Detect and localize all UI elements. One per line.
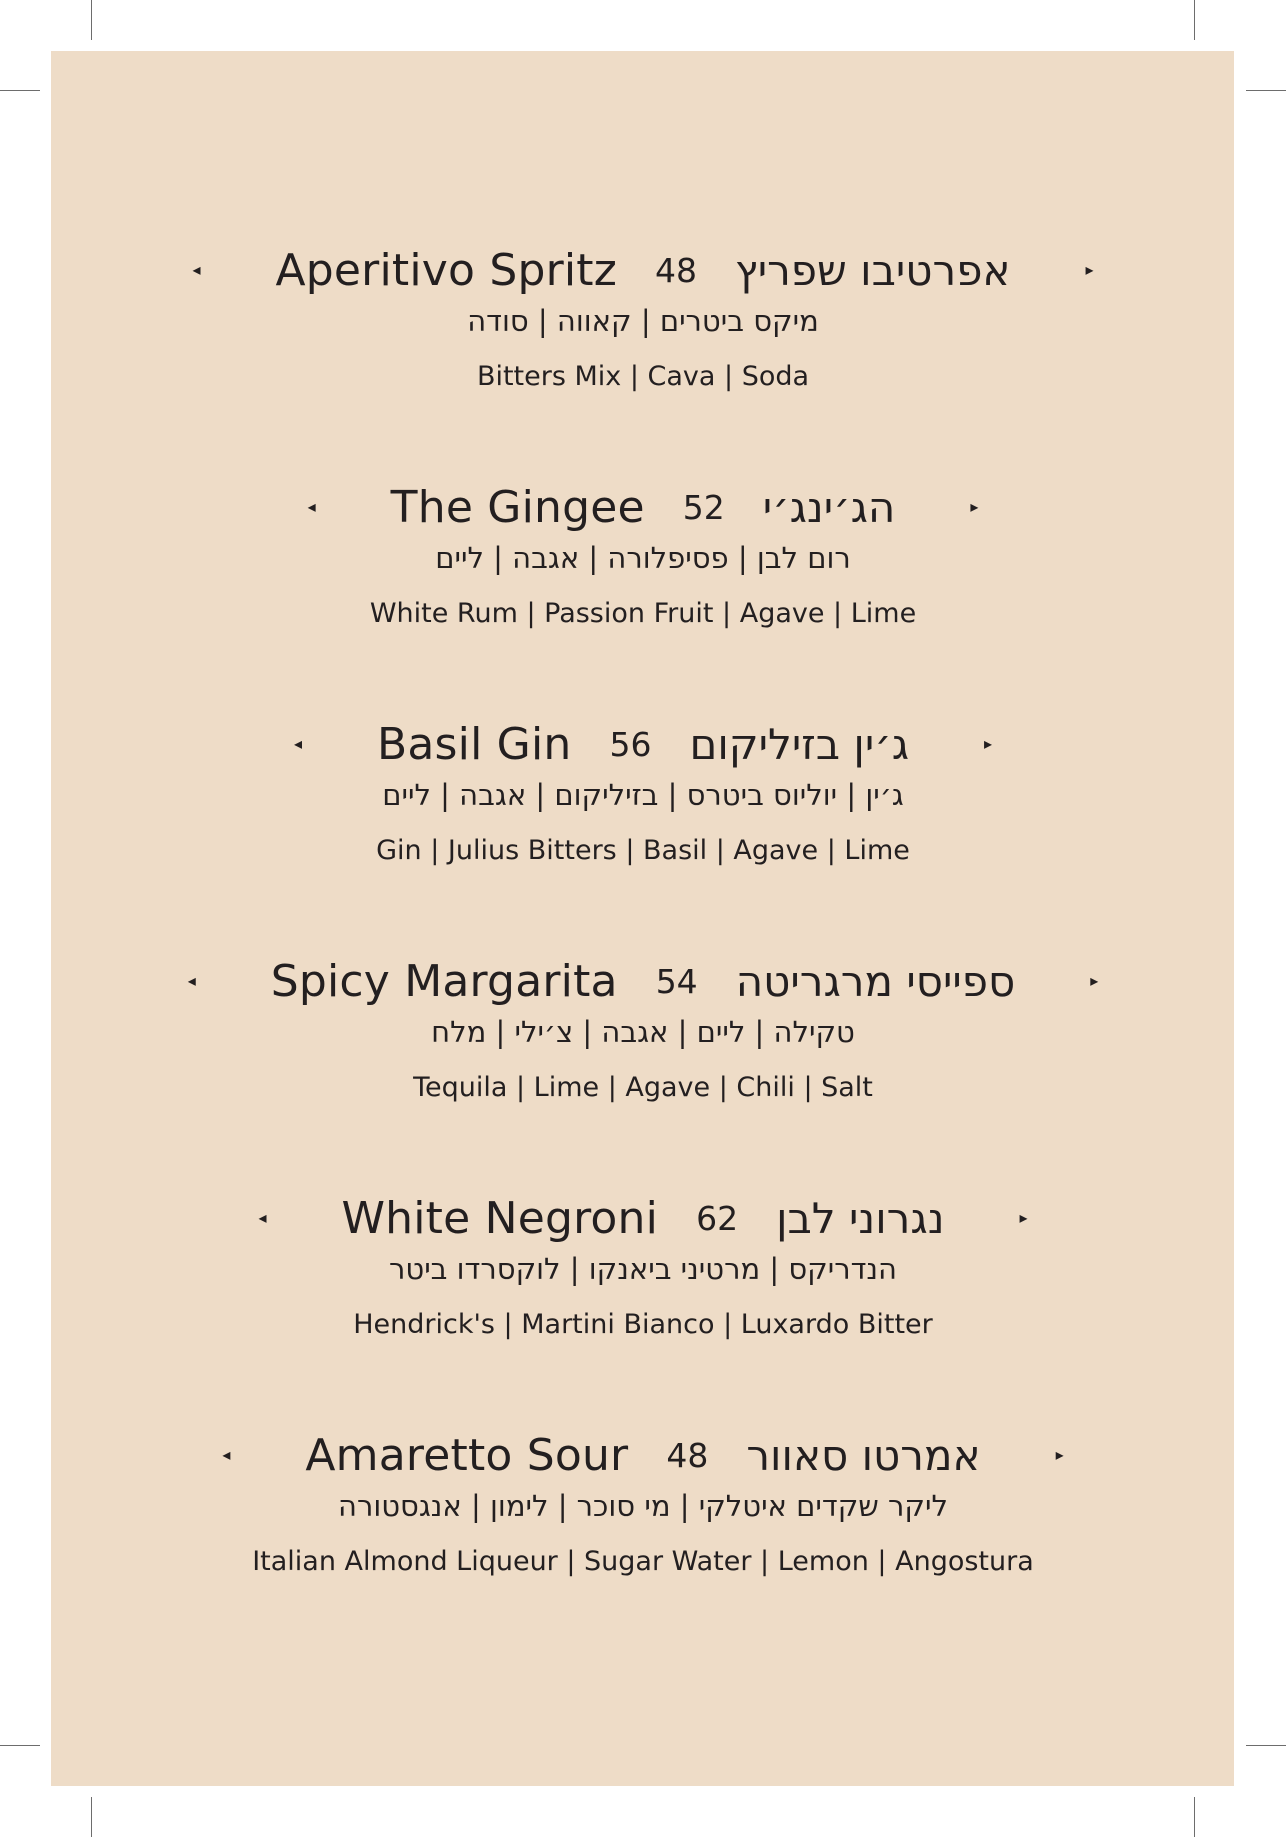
item-ingredients-he: רום לבן | פסיפלורה | אגבה | ליים <box>435 541 851 575</box>
item-name-he: נגרוני לבן <box>776 1193 945 1243</box>
triangle-left-icon: ◂ <box>258 1208 267 1227</box>
item-ingredients-he: מיקס ביטרים | קאווה | סודה <box>467 304 819 338</box>
menu-item <box>0 477 1286 677</box>
menu-item <box>0 240 1286 440</box>
triangle-right-icon: ▸ <box>1085 260 1094 279</box>
triangle-left-icon: ◂ <box>307 497 316 516</box>
triangle-right-icon: ▸ <box>984 734 993 753</box>
item-ingredients-en: White Rum | Passion Fruit | Agave | Lime <box>369 598 917 629</box>
item-ingredients-en: Bitters Mix | Cava | Soda <box>476 361 810 392</box>
menu-item <box>0 951 1286 1151</box>
item-ingredients-en: Italian Almond Liqueur | Sugar Water | Lemon | Angostura <box>252 1546 1034 1577</box>
item-ingredients-he: טקילה | ליים | אגבה | צ׳ילי | מלח <box>431 1015 855 1049</box>
item-ingredients-en: Tequila | Lime | Agave | Chili | Salt <box>413 1072 873 1103</box>
item-ingredients-en: Hendrick's | Martini Bianco | Luxardo Bitter <box>353 1309 933 1340</box>
item-price: 62 <box>696 1198 739 1238</box>
item-price: 56 <box>609 724 652 764</box>
menu-item <box>0 1425 1286 1625</box>
crop-mark-top-right-horizontal <box>1246 90 1286 91</box>
item-name-he: הג׳ינג׳י <box>762 482 896 532</box>
item-price: 54 <box>655 961 698 1001</box>
crop-mark-bottom-right-vertical <box>1194 1797 1195 1837</box>
triangle-left-icon: ◂ <box>293 734 302 753</box>
crop-mark-bottom-right-horizontal <box>1246 1745 1286 1746</box>
item-name-en: Basil Gin <box>376 718 572 770</box>
item-name-he: אמרטו סאוור <box>746 1430 981 1480</box>
item-name-en: White Negroni <box>341 1192 659 1244</box>
triangle-left-icon: ◂ <box>187 971 196 990</box>
item-ingredients-he: הנדריקס | מרטיני ביאנקו | לוקסרדו ביטר <box>389 1252 897 1286</box>
item-name-he: ספייסי מרגריטה <box>735 956 1016 1006</box>
crop-mark-bottom-left-vertical <box>91 1797 92 1837</box>
triangle-right-icon: ▸ <box>970 497 979 516</box>
item-name-en: Spicy Margarita <box>270 955 618 1007</box>
menu-item-title-row <box>0 1188 1286 1248</box>
item-price: 52 <box>682 487 725 527</box>
menu-item <box>0 1188 1286 1388</box>
item-name-he: אפרטיבו שפריץ <box>735 245 1011 295</box>
menu-item-title-row <box>0 477 1286 537</box>
item-name-en: Aperitivo Spritz <box>275 244 618 296</box>
item-price: 48 <box>666 1435 709 1475</box>
crop-mark-bottom-left-horizontal <box>0 1745 40 1746</box>
triangle-left-icon: ◂ <box>192 260 201 279</box>
crop-mark-top-left-horizontal <box>0 90 40 91</box>
triangle-right-icon: ▸ <box>1055 1445 1064 1464</box>
item-price: 48 <box>655 250 698 290</box>
crop-mark-top-left-vertical <box>91 0 92 40</box>
triangle-right-icon: ▸ <box>1090 971 1099 990</box>
item-ingredients-en: Gin | Julius Bitters | Basil | Agave | Lime <box>376 835 910 866</box>
menu-item-title-row <box>0 240 1286 300</box>
crop-mark-top-right-vertical <box>1194 0 1195 40</box>
item-name-he: ג׳ין בזיליקום <box>689 719 910 769</box>
triangle-right-icon: ▸ <box>1019 1208 1028 1227</box>
item-name-en: Amaretto Sour <box>305 1429 629 1481</box>
item-ingredients-he: ג׳ין | יוליוס ביטרס | בזיליקום | אגבה | ליים <box>382 778 904 812</box>
menu-item-title-row <box>0 951 1286 1011</box>
item-name-en: The Gingee <box>390 481 645 533</box>
menu-item-title-row <box>0 714 1286 774</box>
menu-item-title-row <box>0 1425 1286 1485</box>
menu-item <box>0 714 1286 914</box>
triangle-left-icon: ◂ <box>222 1445 231 1464</box>
item-ingredients-he: ליקר שקדים איטלקי | מי סוכר | לימון | אנגסטורה <box>338 1489 948 1523</box>
